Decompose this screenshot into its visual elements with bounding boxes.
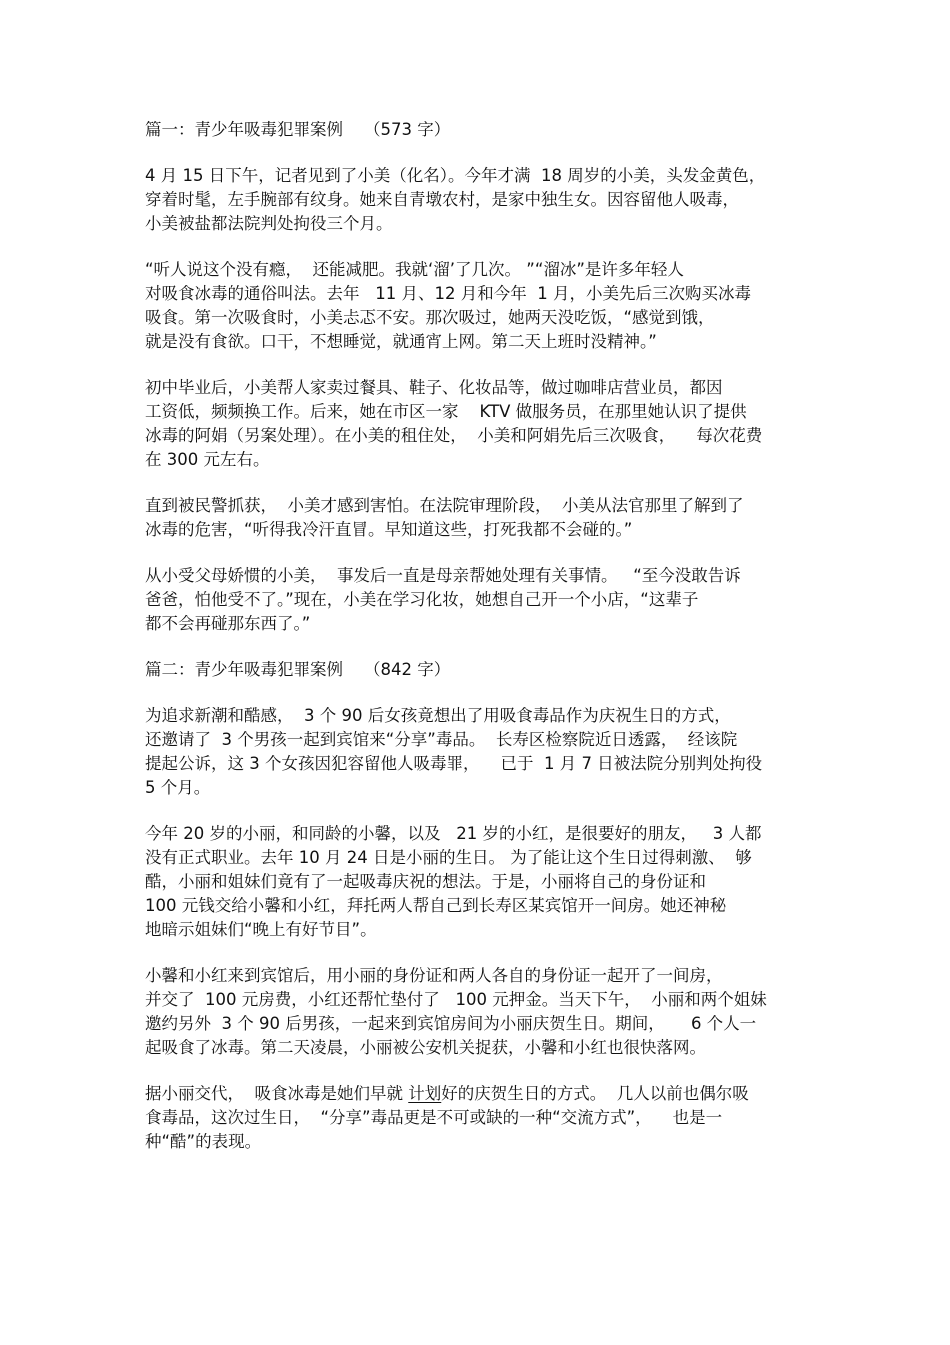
article2-heading: 篇二：青少年吸毒犯罪案例 （842 字） [145, 660, 451, 679]
text-line [145, 1082, 815, 1106]
text-line: 并交了 100 元房费，小红还帮忙垫付了 100 元押金。当天下午， 小丽和两个姐妹 [145, 990, 767, 1009]
text-line: 提起公诉，这 3 个女孩因犯容留他人吸毒罪， 已于 1 月 7 日被法院分别判处拘役 [145, 754, 763, 773]
article2-paragraph-4 [145, 1082, 815, 1154]
article1-paragraph-1 [145, 164, 815, 236]
text-line: 食毒品，这次过生日， “分享”毒品更是不可或缺的一种“交流方式”， 也是一 [145, 1108, 723, 1127]
text-line: “听人说这个没有瘾， 还能减肥。我就‘溜’了几次。 ”“溜冰”是许多年轻人 [145, 260, 684, 279]
text-segment: 据小丽交代， 吸食冰毒是她们早就 [145, 1084, 409, 1103]
text-line: 小美被盐都法院判处拘役三个月。 [145, 214, 393, 233]
article2-paragraph-1 [145, 704, 815, 800]
text-line: 穿着时髦，左手腕部有纹身。她来自青墩农村，是家中独生女。因容留他人吸毒， [145, 190, 739, 209]
text-line: 冰毒的危害，“听得我冷汗直冒。早知道这些，打死我都不会碰的。” [145, 520, 633, 539]
text-segment: 好的庆贺生日的方式。 几人以前也偶尔吸 [441, 1084, 749, 1103]
text-line: 4 月 15 日下午，记者见到了小美（化名）。今年才满 18 周岁的小美，头发金黄色， [145, 166, 766, 185]
plan-link[interactable]: 计划 [408, 1084, 442, 1103]
text-line: 100 元钱交给小馨和小红，拜托两人帮自己到长寿区某宾馆开一间房。她还神秘 [145, 896, 727, 915]
text-line: 地暗示姐妹们“晚上有好节目”。 [145, 920, 377, 939]
text-line: 对吸食冰毒的通俗叫法。去年 11 月、12 月和今年 1 月，小美先后三次购买冰毒 [145, 284, 751, 303]
article2-paragraph-3 [145, 964, 815, 1060]
text-line: 今年 20 岁的小丽，和同龄的小馨，以及 21 岁的小红，是很要好的朋友， 3 人都 [145, 824, 762, 843]
text-line: 5 个月。 [145, 778, 211, 797]
text-line: 还邀请了 3 个男孩一起到宾馆来“分享”毒品。 长寿区检察院近日透露， 经该院 [145, 730, 738, 749]
text-line: 从小受父母娇惯的小美， 事发后一直是母亲帮她处理有关事情。 “至今没敢告诉 [145, 566, 741, 585]
article1-paragraph-3 [145, 376, 815, 472]
text-line: 爸爸，怕他受不了。”现在，小美在学习化妆，她想自己开一个小店，“这辈子 [145, 590, 699, 609]
text-line: 初中毕业后，小美帮人家卖过餐具、鞋子、化妆品等，做过咖啡店营业员，都因 [145, 378, 723, 397]
text-line: 吸食。第一次吸食时，小美忐忑不安。那次吸过，她两天没吃饭，“感觉到饿， [145, 308, 715, 327]
text-line: 酷，小丽和姐妹们竟有了一起吸毒庆祝的想法。于是，小丽将自己的身份证和 [145, 872, 706, 891]
text-line: 在 300 元左右。 [145, 450, 270, 469]
article1-paragraph-4 [145, 494, 815, 542]
text-line: 就是没有食欲。口干，不想睡觉，就通宵上网。第二天上班时没精神。” [145, 332, 657, 351]
text-line: 冰毒的阿娟（另案处理）。在小美的租住处， 小美和阿娟先后三次吸食， 每次花费 [145, 426, 763, 445]
text-line: 起吸食了冰毒。第二天凌晨，小丽被公安机关捉获，小馨和小红也很快落网。 [145, 1038, 706, 1057]
text-line: 没有正式职业。去年 10 月 24 日是小丽的生日。 为了能让这个生日过得刺激、 够 [145, 848, 752, 867]
text-line: 工资低，频频换工作。后来，她在市区一家 KTV 做服务员，在那里她认识了提供 [145, 402, 747, 421]
text-line: 为追求新潮和酷感， 3 个 90 后女孩竟想出了用吸食毒品作为庆祝生日的方式， [145, 706, 731, 725]
text-line: 邀约另外 3 个 90 后男孩，一起来到宾馆房间为小丽庆贺生日。期间， 6 个人一 [145, 1014, 757, 1033]
text-line: 直到被民警抓获， 小美才感到害怕。在法院审理阶段， 小美从法官那里了解到了 [145, 496, 744, 515]
article1-paragraph-2 [145, 258, 815, 354]
text-line: 小馨和小红来到宾馆后，用小丽的身份证和两人各自的身份证一起开了一间房， [145, 966, 723, 985]
text-line: 都不会再碰那东西了。” [145, 614, 311, 633]
document-body [145, 118, 815, 1176]
article1-paragraph-5 [145, 564, 815, 636]
article1-heading: 篇一：青少年吸毒犯罪案例 （573 字） [145, 120, 451, 139]
text-line: 种“酷”的表现。 [145, 1132, 262, 1151]
article2-paragraph-2 [145, 822, 815, 942]
